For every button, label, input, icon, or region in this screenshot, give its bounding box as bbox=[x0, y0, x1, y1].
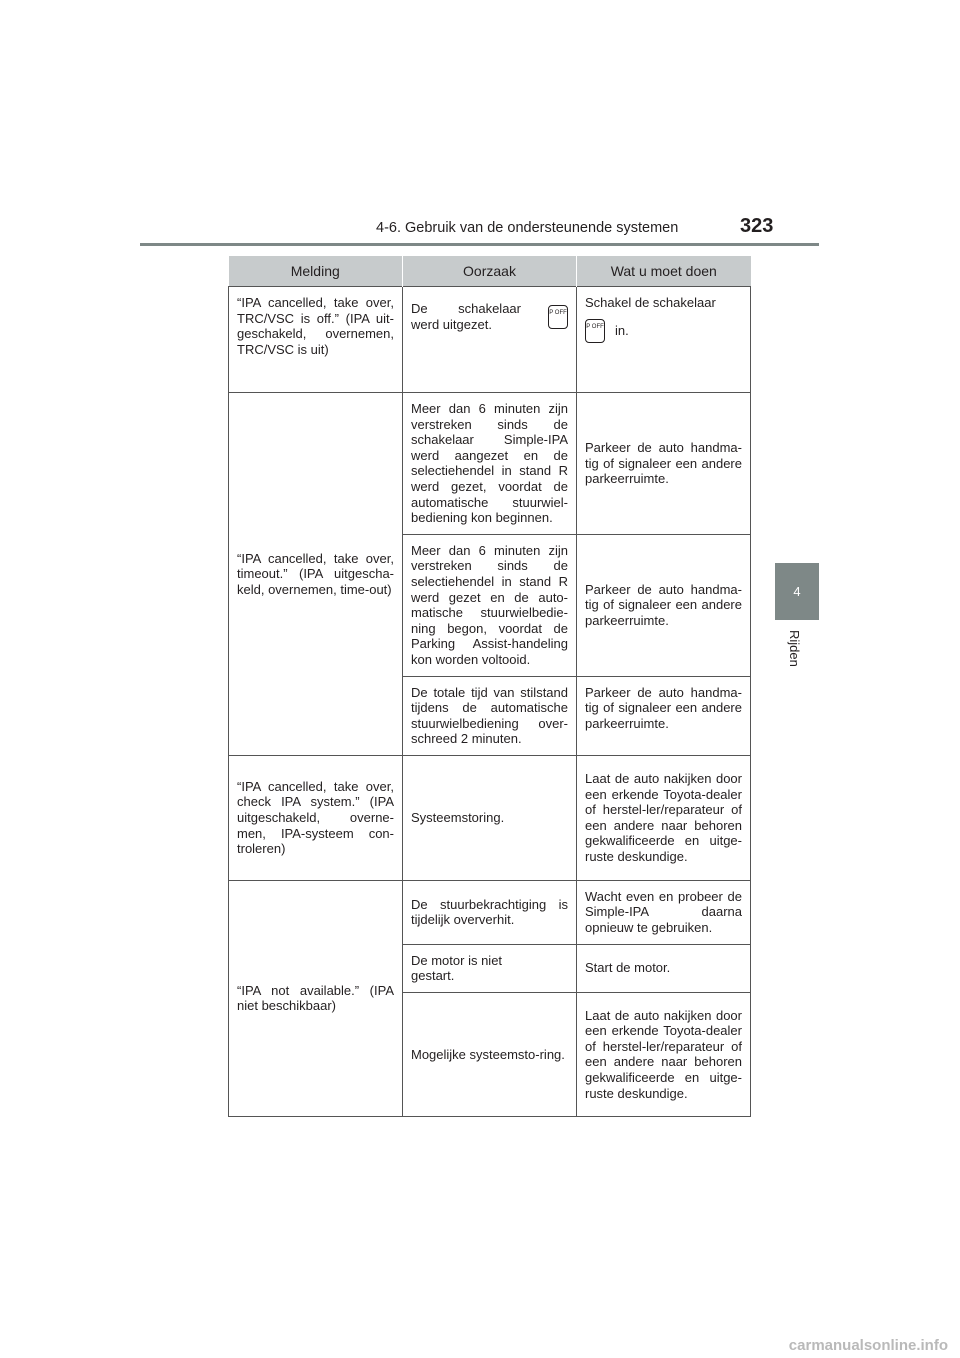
page-number: 323 bbox=[740, 215, 774, 237]
melding-cell: “IPA cancelled, take over, TRC/VSC is off.” (IPA uit-geschakeld, overnemen, TRC/VSC is uit) bbox=[229, 287, 403, 393]
actie-suffix: in. bbox=[615, 322, 629, 338]
oorzaak-cell: De totale tijd van stilstand tijdens de automatische stuurwielbediening over-schreed 2 minuten. bbox=[403, 676, 577, 755]
actie-cell: Start de motor. bbox=[577, 944, 751, 992]
oorzaak-cell bbox=[403, 287, 577, 393]
parking-assist-switch-icon: P OFF bbox=[585, 319, 605, 343]
actie-cell bbox=[577, 287, 751, 393]
section-title: 4-6. Gebruik van de ondersteunende systemen bbox=[376, 220, 679, 236]
actie-cell: Wacht even en probeer de Simple-IPA daarna opnieuw te gebruiken. bbox=[577, 880, 751, 944]
actie-cell: Laat de auto nakijken door een erkende Toyota-dealer of herstel-ler/reparateur of een andere naar behoren gekwalificeerde en uitge-ruste deskundige. bbox=[577, 992, 751, 1116]
oorzaak-cell: Meer dan 6 minuten zijn verstreken sinds de selectiehendel in stand R werd gezet en de auto-matische stuurwielbedie-ning begon, voordat de Parking Assist-handeling kon worden voltooid. bbox=[403, 534, 577, 676]
table-row bbox=[229, 880, 751, 944]
oorzaak-cell bbox=[403, 944, 577, 992]
oorzaak-cell: Systeemstoring. bbox=[403, 755, 577, 880]
melding-cell: “IPA cancelled, take over, check IPA system.” (IPA uitgeschakeld, overne-men, IPA-systeem con-troleren) bbox=[229, 755, 403, 880]
table-header-row bbox=[229, 256, 751, 287]
oorzaak-cell: Meer dan 6 minuten zijn verstreken sinds de schakelaar Simple-IPA werd aangezet en de selectiehendel in stand R werd gezet, voordat de automatische stuurwiel-bediening kon beginnen. bbox=[403, 393, 577, 535]
oorzaak-cell: De stuurbekrachtiging is tijdelijk oververhit. bbox=[403, 880, 577, 944]
actie-cell: Laat de auto nakijken door een erkende Toyota-dealer of herstel-ler/reparateur of een andere naar behoren gekwalificeerde en uitge-ruste deskundige. bbox=[577, 755, 751, 880]
table-row bbox=[229, 287, 751, 393]
melding-cell: “IPA not available.” (IPA niet beschikbaar) bbox=[229, 880, 403, 1116]
oorzaak-cell: Mogelijke systeemsto-ring. bbox=[403, 992, 577, 1116]
actie-cell: Parkeer de auto handma-tig of signaleer een andere parkeerruimte. bbox=[577, 676, 751, 755]
table-row bbox=[229, 393, 751, 535]
table-row bbox=[229, 755, 751, 880]
melding-cell: “IPA cancelled, take over, timeout.” (IPA uitgescha-keld, overnemen, time-out) bbox=[229, 393, 403, 756]
column-header: Oorzaak bbox=[403, 256, 577, 287]
actie-text: Schakel de schakelaar bbox=[585, 295, 716, 310]
actie-cell: Parkeer de auto handma-tig of signaleer een andere parkeerruimte. bbox=[577, 393, 751, 535]
parking-assist-switch-icon: P OFF bbox=[548, 305, 568, 329]
message-table bbox=[228, 256, 751, 1117]
chapter-number: 4 bbox=[793, 584, 801, 599]
oorzaak-text: De motor is niet gestart. bbox=[411, 952, 503, 984]
oorzaak-text: De schakelaar werd uitgezet. bbox=[411, 301, 521, 332]
column-header: Wat u moet doen bbox=[577, 256, 751, 287]
chapter-label: Rijden bbox=[787, 630, 802, 667]
actie-cell: Parkeer de auto handma-tig of signaleer een andere parkeerruimte. bbox=[577, 534, 751, 676]
header-divider bbox=[140, 243, 819, 246]
column-header: Melding bbox=[229, 256, 403, 287]
chapter-tab[interactable] bbox=[775, 563, 819, 620]
watermark: carmanualsonline.info bbox=[788, 1337, 948, 1354]
